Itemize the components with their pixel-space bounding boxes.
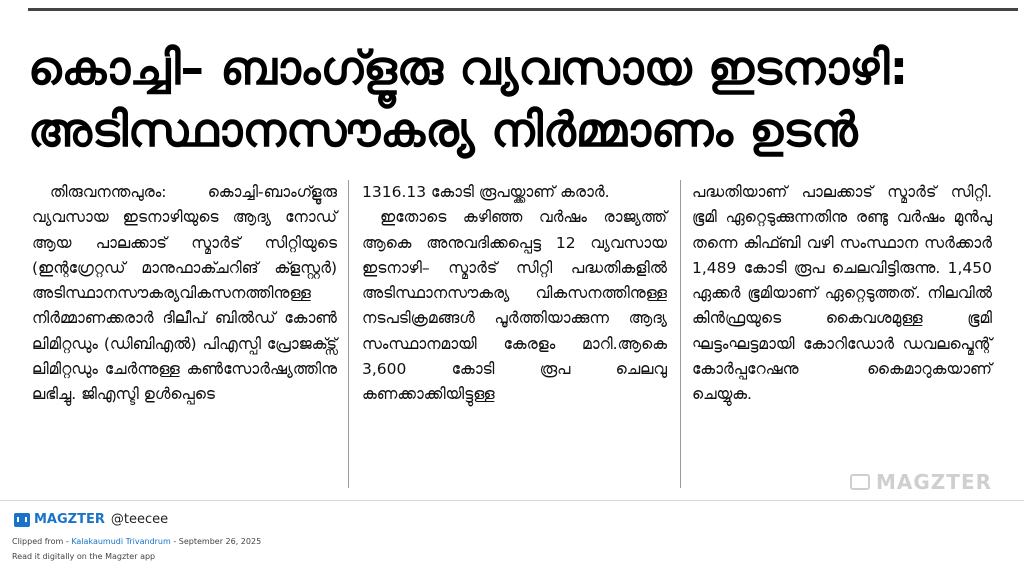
brand-name: MAGZTER [34,512,105,527]
magzter-logo-icon [14,513,30,527]
magzter-watermark [850,470,992,494]
column-divider-2 [680,180,681,488]
magzter-logo-icon [850,474,870,490]
article-column-3 [692,180,992,408]
column-3-paragraph-1: പദ്ധതിയാണ് പാലക്കാട് സ്മാർട് സിറ്റി. ഭൂമി ഏറ്റെടുക്കുന്നതിനു രണ്ടു വർഷം മുൻപു തന്നെ കിഫ്ബി വഴി സംസ്ഥാന സർക്കാർ 1,489 കോടി രൂപ ചെലവിട്ടിരുന്നു. 1,450 ഏക്കർ ഭൂമിയാണ് ഏറ്റെടുത്തത്. നിലവിൽ കിൻഫ്രയുടെ കൈവശമുള്ള ഭൂമി ഘട്ടംഘട്ടമായി കോറിഡോർ ഡവലപ്മെന്റ് കോർപ്പറേഷനു കൈമാറുകയാണ് ചെയ്യുക. [692,183,992,404]
read-digitally-text: Read it digitally on the Magzter app [12,552,156,561]
source-link[interactable]: Kalakaumudi Trivandrum [71,537,171,546]
article-column-2 [362,180,667,408]
top-rule [28,8,1018,11]
date-separator: - [170,537,179,546]
column-1-paragraph-1: തിരുവനന്തപുരം: കൊച്ചി-ബാംഗ്ളൂരു വ്യവസായ ഇടനാഴിയുടെ ആദ്യ നോഡ് ആയ പാലക്കാട് സ്മാർട് സിറ്റിയുടെ (ഇന്റഗ്രേറ്റഡ് മാനുഫാക്ചറിങ് ക്ളസ്റ്റർ) അടിസ്ഥാനസൗകര്യവികസനത്തിനുള്ള നിർമ്മാണക്കരാർ ദിലീപ് ബിൽഡ് കോൺ ലിമിറ്റഡും (ഡിബിഎൽ) പിഎസ്പി പ്രോജക്ട്സ് ലിമിറ്റഡും ചേർന്നുള്ള കൺസോർഷ്യത്തിനു ലഭിച്ചു. ജിഎസ്ടി ഉൾപ്പെടെ [32,183,337,404]
headline-line-2: അടിസ്ഥാനസൗകര്യ നിർമ്മാണം ഉടൻ [28,103,858,158]
column-2-paragraph-1: 1316.13 കോടി രൂപയ്ക്കാണ് കരാർ. [362,183,610,201]
user-handle: @teecee [110,512,169,527]
article-column-1 [32,180,337,408]
clipped-from-line [12,537,261,546]
footer-divider [0,500,1024,501]
watermark-text: MAGZTER [876,470,993,494]
clipped-prefix: Clipped from - [12,537,72,546]
headline-line-1: കൊച്ചി– ബാംഗ്ളൂരു വ്യവസായ ഇടനാഴി: [28,41,909,96]
column-2-paragraph-2: ഇതോടെ കഴിഞ്ഞ വർഷം രാജ്യത്ത് ആകെ അനുവദിക്കപ്പെട്ട 12 വ്യവസായ ഇടനാഴി– സ്മാർട് സിറ്റി പദ്ധതികളിൽ അടിസ്ഥാനസൗകര്യ വികസനത്തിനുള്ള നടപടിക്രമങ്ങൾ പൂർത്തിയാക്കുന്ന ആദ്യ സംസ്ഥാനമായി കേരളം മാറി.ആകെ 3,600 കോടി രൂപ ചെലവു കണക്കാക്കിയിട്ടുള്ള [362,208,667,404]
headline [28,38,1018,162]
column-divider-1 [348,180,349,488]
clip-date: September 26, 2025 [178,537,262,546]
footer-brand[interactable] [14,512,168,527]
